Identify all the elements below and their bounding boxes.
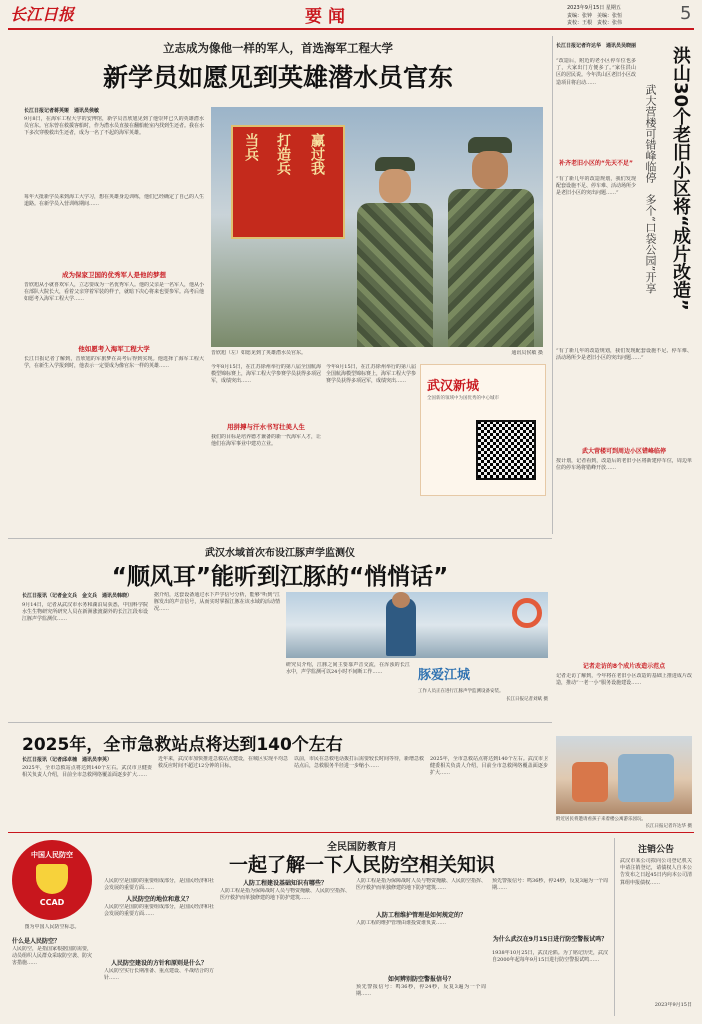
- defense-q5: 人防工程维护管理是如何规定的？: [375, 912, 466, 919]
- defense-a4: 人防工程是指为保障战时人员与物资掩蔽、人民防空指挥、医疗救护而单独修建的地下防护建筑……: [220, 888, 350, 902]
- defense-q4: 人防工程建设基础知识有哪些？: [242, 880, 327, 887]
- porpoise-photo: [286, 592, 548, 658]
- stations-headline: 2025年，全市急救站点将达到140个左右: [22, 735, 343, 755]
- side-photo-credit: 长江日报记者许达华 摄: [645, 824, 692, 829]
- editor-line-2: 责校：王根 责校：张伟: [567, 20, 623, 26]
- defense-a2: 人民防空是国防的重要组成部分，是国民经济和社会发展的重要方面……: [104, 904, 214, 918]
- lead-subhead-3: 用拼搏与汗水书写壮美人生: [227, 423, 305, 431]
- lead-kicker: 立志成为像他一样的军人，首选海军工程大学: [163, 41, 393, 55]
- lead-body-4: 长江日报记者了解到，晋欣旭的军旅梦在高考后得到实现。他选择了海军工程大学，在新生入学报到时，他表示一定要成为像官东一样的英雄……: [24, 356, 204, 370]
- defense-a4-cont: 人防工程是指为保障战时人员与物资掩蔽、人民防空指挥、医疗救护而单独修建的地下防护建筑……: [356, 878, 486, 892]
- side-photo: [556, 736, 692, 814]
- ccad-logo-caption: 图为中国人民防空标志。: [24, 924, 80, 930]
- defense-q6: 如何辨别防空警报信号？: [387, 976, 454, 983]
- porpoise-headline: “顺风耳”能听到江豚的“悄悄话”: [111, 564, 449, 590]
- side-body-3: 按计划，记者看到，改造后的老旧小区将新建停车位，周边单位的停车场将错峰开放……: [556, 458, 692, 472]
- divider-lead-birds: [8, 538, 552, 539]
- lead-photo: [211, 107, 543, 347]
- notice-title: 注销公告: [637, 845, 674, 855]
- lead-photo-caption: 晋欣旭（左）如愿见到了英雄潜水员官东。: [211, 350, 307, 356]
- defense-kicker: 全民国防教育月: [327, 842, 397, 853]
- side-story: [556, 36, 696, 831]
- defense-q7: 为什么武汉在9月15日进行防空警报试鸣？: [492, 936, 608, 943]
- soldier-figure-right: [446, 137, 536, 347]
- side-byline: 长江日报记者许达华 通讯员吴晓丽: [556, 43, 637, 49]
- red-poster-board: [231, 125, 345, 239]
- section-title: 要闻: [305, 7, 351, 27]
- lead-subhead-2: 他如愿考入海军工程大学: [78, 345, 150, 353]
- masthead: [0, 0, 702, 30]
- side-body-4: 记者走访了解到，今年将在老旧小区改造的基础上推进成片改造，推动“一老一小”服务设施建设……: [556, 673, 692, 687]
- lead-story: [8, 34, 548, 539]
- defense-headline: 一起了解一下人民防空相关知识: [228, 854, 495, 876]
- defense-intro: 人民防空是国防的重要组成部分，是国民经济和社会发展的重要方面……: [104, 878, 214, 892]
- notice-date: 2023年9月15日: [654, 1002, 692, 1008]
- lead-body-2: 每年大批新学员来到海工大学习，想在英雄身边训练，他们已经确定了自己的人生道路。在新学员入营训练期间……: [24, 194, 204, 208]
- ccad-logo-ring-text: 中国人民防空: [31, 850, 73, 859]
- stations-byline: 长江日报讯（记者邱卓楠 通讯员李英）: [22, 757, 113, 763]
- porpoise-photo-caption: 工作人员正在进行江豚声学监测设备安装。: [418, 689, 504, 694]
- lead-subhead-1: 成为保家卫国的优秀军人是他的梦想: [62, 271, 166, 279]
- qr-code-icon: [476, 420, 536, 480]
- notice-body: 武汉市某公司拟向公司登记机关申请注销登记，请债权人自本公告发布之日起45日内向本公司清算组申报债权……: [620, 858, 692, 886]
- side-photo-caption: 附近居民将邀请看孩子来着楼公寓游乐园玩。: [556, 817, 646, 822]
- side-body-1: “改造后，附近的老小区停车位也多了，大家出门方便多了。”家住洪山区的居民说。今年洪山区老旧小区改造项目将启动……: [556, 58, 636, 86]
- lead-headline: 新学员如愿见到英雄潜水员官东: [102, 63, 453, 92]
- stations-body-2: 近年来，武汉市加快推进急救站点建设，在城区实现平均急救反应时间不超过12分钟的目标。: [158, 756, 288, 770]
- divider-notice: [614, 838, 615, 1016]
- divider-lead-side: [552, 36, 553, 534]
- newspaper-logo: 长江日报: [10, 5, 75, 24]
- ccad-logo: [12, 840, 92, 920]
- lead-body-3: 晋欣旭从小就喜欢军人，立志要成为一名优秀军人。他的父亲是一名军人，他从小在部队大院长大，看着父亲穿着军装的样子，就暗下决心将来也要参军。高考后他如愿考入海军工程大学……: [24, 282, 204, 303]
- defense-a6-cont: 预先警报信号：鸣36秒，停24秒，反复3遍为一个周期……: [492, 878, 608, 892]
- ad-title: 武汉新城: [427, 379, 480, 394]
- poster-line-3: 赢过我: [309, 133, 325, 175]
- defense-q2: 人民防空的地位和意义？: [125, 896, 192, 903]
- porpoise-stamp: 豚爱江城: [418, 668, 471, 683]
- side-headline: 洪山30个老旧小区将“成片改造”: [670, 46, 691, 311]
- stations-body-1: 2025年，全市急救站点将达到140个左右。武汉市卫健委相关负责人介绍，目前全市急救网络覆盖面逐步扩大……: [22, 765, 152, 779]
- defense-a6: 预先警报信号：鸣36秒，停24秒，反复3遍为一个周期……: [356, 984, 486, 998]
- side-subheadline: 武大营楼可错峰临停 多个“口袋公园”开享: [644, 84, 657, 294]
- stations-story: [8, 724, 552, 830]
- defense-a7: 1938年10月25日，武汉沦陷。为了铭记历史，武汉自2000年起每年9月15日进行防空警报试鸣……: [492, 950, 608, 964]
- issue-date: 2023年9月15日 星期五: [567, 5, 621, 11]
- editor-line: 责编：张钟 美编：张恒: [567, 13, 623, 19]
- porpoise-headline-small: 武汉水域首次布设江豚声学监测仪: [205, 548, 355, 559]
- defense-a5: 人防工程的维护管理由谁投资谁负责……: [356, 920, 447, 926]
- side-subhead-1: 补齐老旧小区的“先天不足”: [559, 160, 633, 167]
- poster-line-2: 打造兵: [275, 133, 291, 175]
- soldier-figure-left: [351, 157, 436, 347]
- porpoise-photo-credit: 长江日报记者刘斌 摄: [506, 697, 548, 702]
- side-subhead-2: 武大营楼可到周边小区错峰临停: [581, 448, 666, 455]
- divider-defense: [8, 832, 694, 833]
- stations-body-3: 以前，市民在急救电话拨打后需要较长时间等待，新增急救站点后，急救服务半径进一步缩小……: [294, 756, 424, 770]
- porpoise-byline: 长江日报讯（记者金文兵 金文兵 通讯员韩晓）: [22, 593, 133, 599]
- side-subhead-3: 记者走访的8个成片改造示范点: [582, 663, 666, 670]
- ad-subtitle: 全国新的领域中为国优秀的中心城市: [427, 396, 499, 401]
- lead-body-1: 9月8日，在海军工程大学的安博馆，新学员晋欣旭见到了他崇拜已久的英雄潜水员官东。官东曾在救援客船时，作为潜水员直接在翻船舱室内找到生还者。我在水下多次穿梭救出生还者，成为一名了不起的海军英雄。: [24, 116, 204, 137]
- lead-body-6: 我们的目标是培养德才兼备的新一代海军人才，让他们在海军事业中建功立业。: [211, 434, 321, 448]
- masthead-rule: [8, 28, 694, 30]
- poster-line-1: 当兵: [243, 133, 259, 161]
- porpoise-body-3: 研究员介绍，江豚之间主要靠声音交流，在浑浊的长江水中，声学监测可以24小时不间断工作……: [286, 662, 410, 676]
- porpoise-body-1: 9月14日，记者从武汉市水务和湖泊局获悉，中国科学院水生生物研究所研究人员在新洲涨渡湖外的长江江段布设江豚声学监测仪……: [22, 602, 148, 623]
- stations-body-4: 2025年，全市急救站点将达到140个左右。武汉市卫健委相关负责人介绍，目前全市急救网络覆盖面逐步扩大……: [430, 756, 548, 777]
- porpoise-body-2: 据介绍，这套设备通过水下声学信号分析，能够“听到”江豚发出的声音信号，从而实时掌握江豚在该水域的活动情况……: [154, 592, 280, 613]
- lead-byline: 长江日报记者蒋英姬 通讯员侯敏: [24, 108, 100, 114]
- defense-a3: 人民防空实行长期准备、重点建设、平战结合的方针……: [104, 968, 214, 982]
- defense-q1: 什么是人民防空？: [12, 938, 61, 945]
- page-number: 5: [680, 3, 692, 24]
- ccad-shield-icon: [36, 864, 68, 894]
- side-body-2: “有了新几年的改造规划，我们发现配套设施不足、停车难、活动场所少是老旧小区的突出问题……”: [556, 176, 636, 197]
- defense-a1: 人民防空，是指国家根据国防需要，动员组织人民群众采取防空袭、防灾害措施……: [12, 946, 92, 967]
- defense-q3: 人民防空建设的方针和原则是什么？: [110, 960, 207, 967]
- lead-body-7: 今年8月15日，在江苏徐州举行的第八届全国航海模型锦标赛上，海军工程大学参赛学员获得多项冠军，成绩突出……: [326, 364, 416, 385]
- lead-body-5: 今年8月15日，在江苏徐州举行的第八届全国航海模型锦标赛上，海军工程大学参赛学员获得多项冠军，成绩突出……: [211, 364, 321, 385]
- divider-birds-stations: [8, 722, 552, 723]
- air-defense-story: [8, 834, 694, 1020]
- wuhan-xincheng-ad: [420, 364, 546, 496]
- side-body-2b: “有了新几年的改造规划，我们发现配套设施不足、停车难、活动场所少是老旧小区的突出问题……”: [556, 348, 692, 362]
- lead-photo-credit: 通讯员侯敏 摄: [511, 350, 543, 356]
- porpoise-story: [8, 540, 552, 720]
- ccad-logo-text: CCAD: [39, 898, 65, 907]
